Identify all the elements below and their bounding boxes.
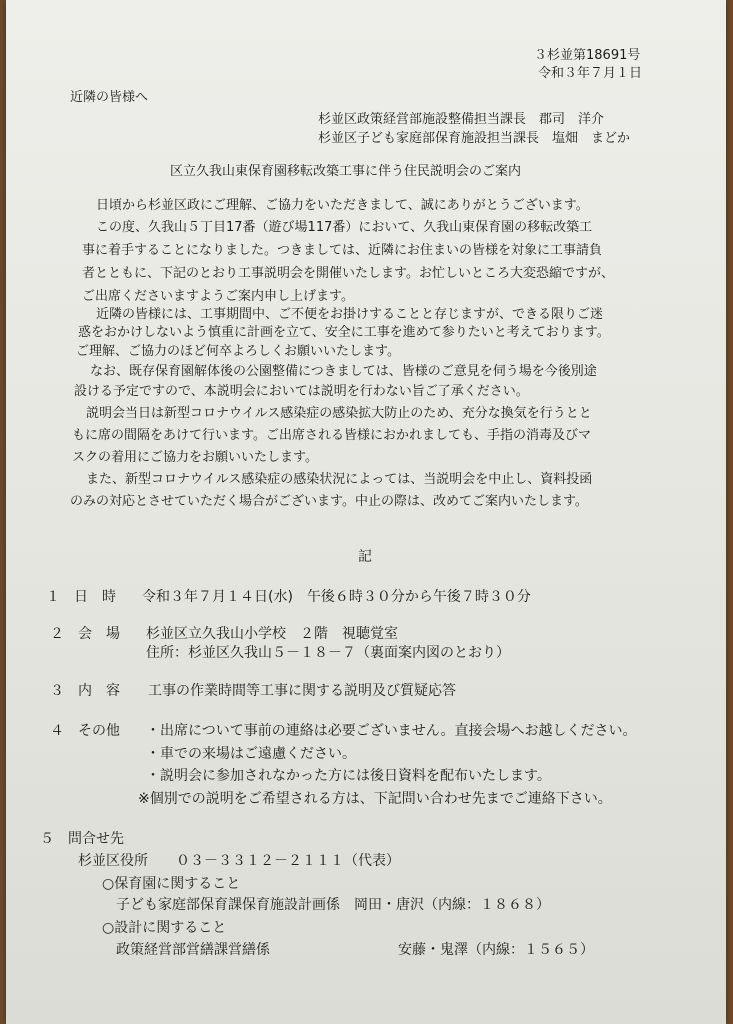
body-line: 惑をおかけしないよう慎重に計画を立て、安全に工事を進めて参りたいと考えております。 bbox=[78, 325, 610, 340]
body-line: 事に着手することになりました。つきましては、近隣にお住まいの皆様を対象に工事請負 bbox=[82, 243, 603, 258]
item-date-value: 令和３年７月１４日(水) 午後６時３０分から午後７時３０分 bbox=[142, 589, 531, 605]
item-other-label: ４ その他 bbox=[50, 723, 120, 739]
body-line: ご出席くださいますようご案内申し上げます。 bbox=[82, 289, 354, 304]
sender-line-1: 杉並区政策経営部施設整備担当課長 郡司 洋介 bbox=[318, 112, 605, 127]
contact-design-dept: 政策経営部営繕課営繕係 bbox=[116, 942, 270, 958]
recipient: 近隣の皆様へ bbox=[70, 90, 149, 105]
ki-heading: 記 bbox=[358, 549, 372, 565]
item-content-value: 工事の作業時間等工事に関する説明及び質疑応答 bbox=[148, 683, 456, 699]
body-line: この度、久我山５丁目17番（遊び場117番）において、久我山東保育園の移転改築工 bbox=[96, 220, 593, 235]
body-line: なお、既存保育園解体後の公園整備につきましては、皆様のご意見を伺う場を今後別途 bbox=[90, 364, 597, 379]
body-line: 近隣の皆様には、工事期間中、ご不便をお掛けすることと存じますが、できる限りご迷 bbox=[96, 307, 604, 322]
item-other-1: ・出席について事前の連絡は必要ございません。直接会場へお越しください。 bbox=[146, 723, 637, 739]
contact-office: 杉並区役所 ０３－３３１２－２１１１（代表） bbox=[78, 853, 400, 869]
item-other-2: ・車での来場はご遠慮ください。 bbox=[146, 746, 356, 762]
contact-nursery-heading: ○保育園に関すること bbox=[102, 876, 241, 892]
body-line: スクの着用にご協力をお願いいたします。 bbox=[72, 450, 318, 465]
contact-nursery-dept: 子ども家庭部保育課保育施設計画係 岡田・唐沢（内線：１８６８） bbox=[116, 897, 550, 913]
body-line: 設ける予定ですので、本説明会においては説明を行わない旨ご了承ください。 bbox=[74, 384, 529, 399]
sender-line-2: 杉並区子ども家庭部保育施設担当課長 塩畑 まどか bbox=[318, 131, 631, 146]
document-number: ３杉並第18691号 bbox=[534, 48, 641, 63]
item-other-note: ※個別での説明をご希望される方は、下記問い合わせ先までご連絡下さい。 bbox=[138, 791, 612, 807]
contact-design-staff: 安藤・鬼澤（内線：１５６５） bbox=[398, 942, 594, 958]
body-line: 説明会当日は新型コロナウイルス感染症の感染拡大防止のため、充分な換気を行うとと bbox=[86, 406, 592, 421]
body-line: 日頃から杉並区政にご理解、ご協力をいただきまして、誠にありがとうございます。 bbox=[96, 198, 589, 213]
page-title: 区立久我山東保育園移転改築工事に伴う住民説明会のご案内 bbox=[170, 164, 522, 179]
body-line: ご理解、ご協力のほど何卒よろしくお願いいたします。 bbox=[76, 344, 400, 359]
item-venue-value: 杉並区立久我山小学校 ２階 視聴覚室 bbox=[146, 626, 398, 642]
item-content-label: ３ 内 容 bbox=[50, 683, 120, 699]
body-line: また、新型コロナウイルス感染症の感染状況によっては、当説明会を中止し、資料投函 bbox=[86, 472, 593, 487]
body-line: 者とともに、下記のとおり工事説明会を開催いたします。お忙しいところ大変恐縮ですが、 bbox=[82, 266, 614, 281]
item-venue-label: ２ 会 場 bbox=[50, 626, 120, 642]
contact-label: ５ 問合せ先 bbox=[40, 831, 124, 847]
item-venue-address: 住所：杉並区久我山５－１８－７（裏面案内図のとおり） bbox=[146, 645, 510, 661]
body-line: もに席の間隔をあけて行います。ご出席される皆様におかれましても、手指の消毒及びマ bbox=[72, 428, 591, 443]
issue-date: 令和３年７月１日 bbox=[538, 66, 643, 81]
contact-design-heading: ○設計に関すること bbox=[102, 920, 227, 936]
notice-paper bbox=[6, 0, 726, 1024]
body-line: のみの対応とさせていただく場合がございます。中止の際は、改めてご案内いたします。 bbox=[70, 494, 588, 509]
item-other-3: ・説明会に参加されなかった方には後日資料を配布いたします。 bbox=[146, 768, 551, 784]
item-date-label: １ 日 時 bbox=[46, 589, 116, 605]
